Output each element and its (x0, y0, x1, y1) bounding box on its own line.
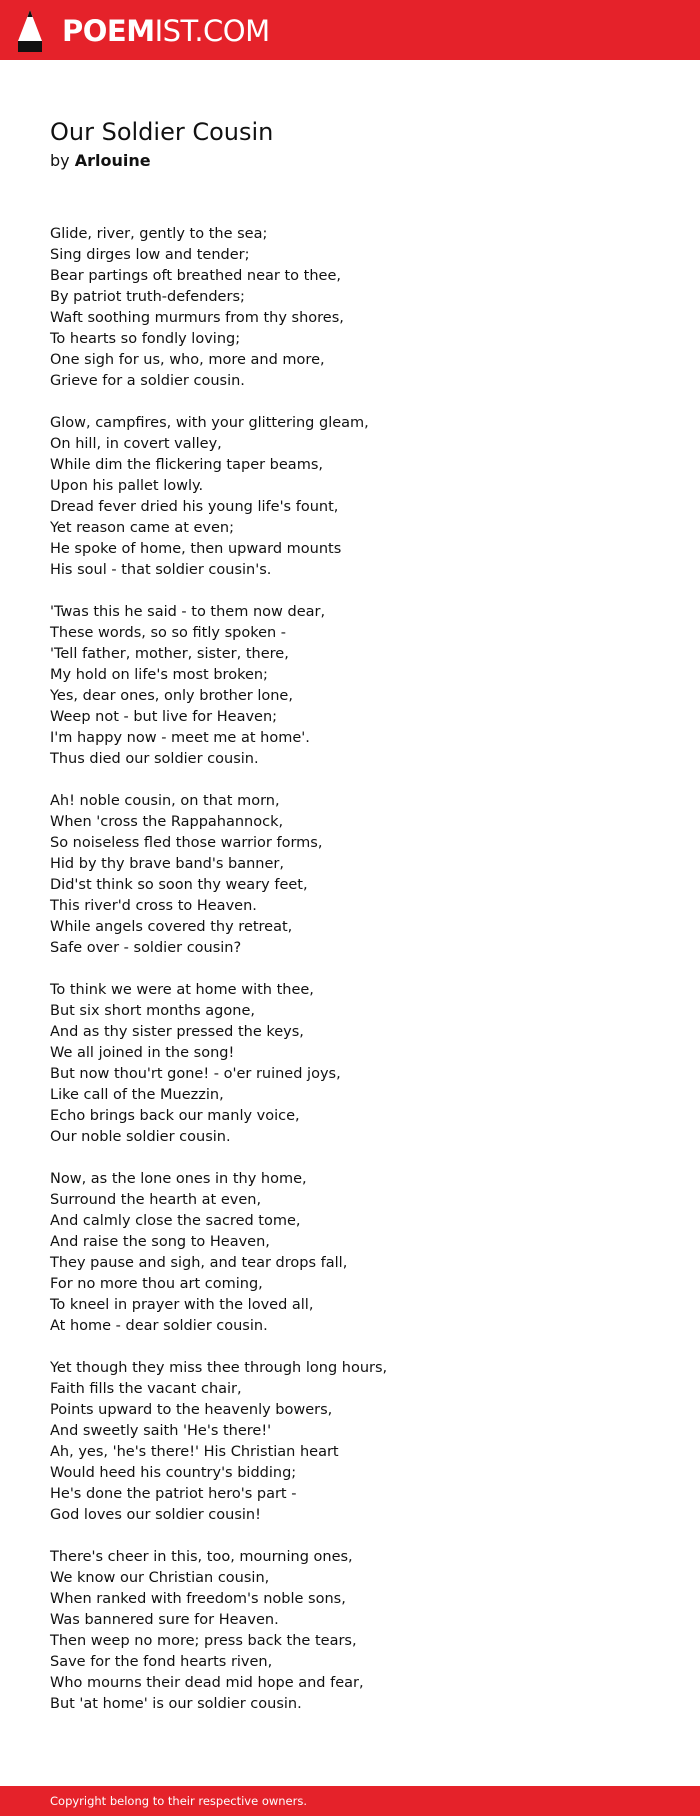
poem-line: Echo brings back our manly voice, (50, 1108, 300, 1124)
poem-line: At home - dear soldier cousin. (50, 1318, 268, 1334)
poem-line: But 'at home' is our soldier cousin. (50, 1696, 302, 1712)
poem-line: Yet reason came at even; (50, 520, 235, 536)
poem-line: Hid by thy brave band's banner, (50, 856, 284, 872)
poem-line: Like call of the Muezzin, (50, 1087, 224, 1103)
poem-stanza (50, 602, 650, 770)
poem-line: Upon his pallet lowly. (50, 478, 204, 494)
poem-line: 'Tell father, mother, sister, there, (50, 646, 289, 662)
poem-line: But six short months agone, (50, 1003, 255, 1019)
poem-line: Surround the hearth at even, (50, 1192, 262, 1208)
poem-line: Dread fever dried his young life's fount, (50, 499, 339, 515)
logo-text-bold: POEM (62, 14, 155, 48)
poem-line: Yet though they miss thee through long hours, (50, 1360, 388, 1376)
poem-line: While dim the flickering taper beams, (50, 457, 323, 473)
site-logo-link[interactable] (18, 10, 270, 52)
poem-line: He's done the patriot hero's part - (50, 1486, 297, 1502)
poem-line: Faith fills the vacant chair, (50, 1381, 242, 1397)
poem-stanza (50, 413, 650, 581)
poem-line: When ranked with freedom's noble sons, (50, 1591, 346, 1607)
poem-line: Sing dirges low and tender; (50, 247, 250, 263)
poem-stanza (50, 791, 650, 959)
poem-line: Yes, dear ones, only brother lone, (50, 688, 293, 704)
poem-line: He spoke of home, then upward mounts (50, 541, 342, 557)
site-header (0, 0, 700, 60)
poem-line: We all joined in the song! (50, 1045, 235, 1061)
site-logo-text (62, 10, 270, 52)
poem-line: And sweetly saith 'He's there!' (50, 1423, 272, 1439)
poem-line: So noiseless fled those warrior forms, (50, 835, 323, 851)
poem-line: And raise the song to Heaven, (50, 1234, 270, 1250)
poem-line: Glide, river, gently to the sea; (50, 226, 268, 242)
poem-stanza (50, 224, 650, 392)
poem-line: Points upward to the heavenly bowers, (50, 1402, 333, 1418)
poem-line: Was bannered sure for Heaven. (50, 1612, 279, 1628)
poem-line: His soul - that soldier cousin's. (50, 562, 272, 578)
poem-line: To hearts so fondly loving; (50, 331, 241, 347)
pencil-tip-icon (18, 10, 42, 52)
poem-stanza (50, 980, 650, 1148)
poem-title: Our Soldier Cousin (50, 118, 274, 146)
poem-line: These words, so so fitly spoken - (50, 625, 287, 641)
poem-line: Save for the fond hearts riven, (50, 1654, 273, 1670)
poem-line: While angels covered thy retreat, (50, 919, 293, 935)
poem-line: Waft soothing murmurs from thy shores, (50, 310, 344, 326)
copyright-notice: Copyright belong to their respective owners. (50, 1794, 308, 1808)
poem-author: Arlouine (74, 151, 151, 170)
poem-line: But now thou'rt gone! - o'er ruined joys, (50, 1066, 341, 1082)
poem-line: Now, as the lone ones in thy home, (50, 1171, 307, 1187)
poem-line: And calmly close the sacred tome, (50, 1213, 301, 1229)
poem-line: Grieve for a soldier cousin. (50, 373, 245, 389)
poem-line: For no more thou art coming, (50, 1276, 263, 1292)
by-label: by (50, 151, 70, 170)
logo-text-light: IST.COM (154, 14, 270, 48)
poem-byline (50, 150, 650, 172)
poem-content (50, 114, 650, 1736)
poem-stanza (50, 1358, 650, 1526)
poem-line: Bear partings oft breathed near to thee, (50, 268, 341, 284)
poem-line: Ah! noble cousin, on that morn, (50, 793, 280, 809)
poem-line: Who mourns their dead mid hope and fear, (50, 1675, 364, 1691)
poem-line: When 'cross the Rappahannock, (50, 814, 284, 830)
site-footer (0, 1786, 700, 1816)
poem-line: Did'st think so soon thy weary feet, (50, 877, 308, 893)
poem-line: On hill, in covert valley, (50, 436, 222, 452)
poem-line: Weep not - but live for Heaven; (50, 709, 278, 725)
poem-line: By patriot truth-defenders; (50, 289, 245, 305)
poem-line: Our noble soldier cousin. (50, 1129, 231, 1145)
poem-line: Safe over - soldier cousin? (50, 940, 242, 956)
poem-line: I'm happy now - meet me at home'. (50, 730, 310, 746)
poem-stanza (50, 1547, 650, 1715)
poem-line: My hold on life's most broken; (50, 667, 268, 683)
poem-line: To think we were at home with thee, (50, 982, 314, 998)
poem-line: We know our Christian cousin, (50, 1570, 270, 1586)
poem-line: Glow, campfires, with your glittering gleam, (50, 415, 369, 431)
poem-line: This river'd cross to Heaven. (50, 898, 257, 914)
poem-line: One sigh for us, who, more and more, (50, 352, 325, 368)
poem-line: To kneel in prayer with the loved all, (50, 1297, 314, 1313)
poem-stanza (50, 1169, 650, 1337)
poem-line: Then weep no more; press back the tears, (50, 1633, 357, 1649)
poem-line: Ah, yes, 'he's there!' His Christian heart (50, 1444, 339, 1460)
poem-body (50, 224, 650, 1715)
poem-line: There's cheer in this, too, mourning ones, (50, 1549, 353, 1565)
poem-line: God loves our soldier cousin! (50, 1507, 261, 1523)
poem-line: 'Twas this he said - to them now dear, (50, 604, 326, 620)
poem-line: Would heed his country's bidding; (50, 1465, 297, 1481)
poem-line: They pause and sigh, and tear drops fall, (50, 1255, 348, 1271)
poem-line: And as thy sister pressed the keys, (50, 1024, 304, 1040)
poem-line: Thus died our soldier cousin. (50, 751, 259, 767)
